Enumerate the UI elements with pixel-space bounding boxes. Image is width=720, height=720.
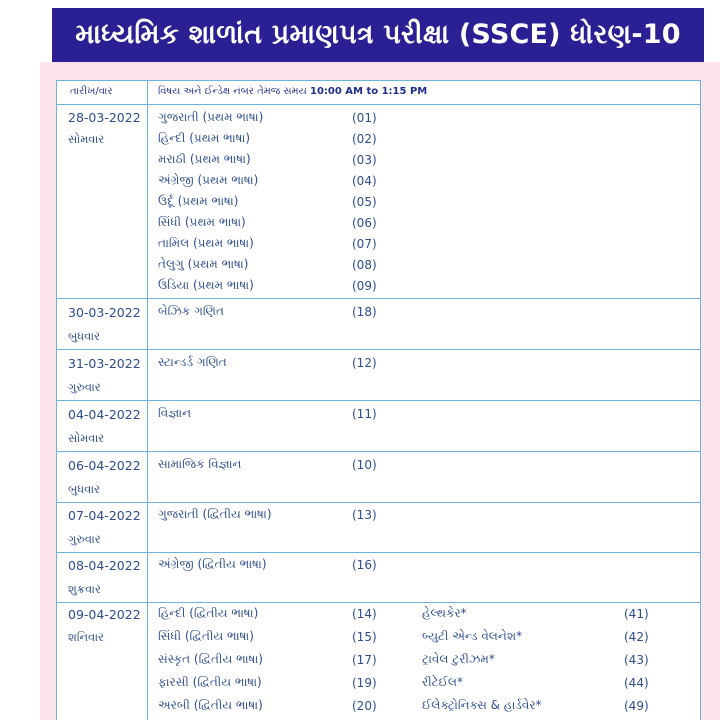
subject-index: (19) [352, 676, 377, 690]
subject-name: અરબી (દ્વિતીય ભાષા) [158, 698, 263, 712]
header-subject-label: વિષય અને ઈન્ડેક્ષ નંબર તેમજ સમય [158, 86, 307, 97]
row-divider [56, 552, 700, 553]
subject-name: મરાઠી (પ્રથમ ભાષા) [158, 152, 251, 166]
subject-name: સંસ્કૃત (દ્વિતીય ભાષા) [158, 652, 263, 666]
row-day: ગુરુવાર [68, 380, 101, 394]
row-date: 28-03-2022 [68, 110, 141, 125]
subject-index: (15) [352, 630, 377, 644]
row-day: શનિવાર [68, 630, 104, 644]
subject-name: અંગ્રેજી (દ્વિતીય ભાષા) [158, 557, 267, 571]
subject-index: (10) [352, 458, 377, 472]
vocational-subject-index: (44) [624, 676, 649, 690]
subject-name: સામાજિક વિજ્ઞાન [158, 457, 242, 471]
subject-index: (04) [352, 174, 377, 188]
vocational-subject-index: (41) [624, 607, 649, 621]
subject-name: તેલુગુ (પ્રથમ ભાષા) [158, 257, 249, 271]
subject-name: તામિલ (પ્રથમ ભાષા) [158, 236, 254, 250]
subject-index: (08) [352, 258, 377, 272]
row-divider [56, 400, 700, 401]
subject-name: ગુજરાતી (દ્વિતીય ભાષા) [158, 507, 272, 521]
row-date: 31-03-2022 [68, 356, 141, 371]
subject-name: વિજ્ઞાન [158, 406, 192, 420]
subject-index: (12) [352, 356, 377, 370]
row-divider [56, 349, 700, 350]
vocational-subject-name: બ્યુટી એન્ડ વેલનેશ* [422, 629, 523, 643]
subject-index: (20) [352, 699, 377, 713]
subject-index: (13) [352, 508, 377, 522]
row-date: 09-04-2022 [68, 607, 141, 622]
subject-name: સિંધી (દ્વિતીય ભાષા) [158, 629, 254, 643]
row-divider [56, 602, 700, 603]
table-border-top [56, 80, 700, 81]
row-divider [56, 451, 700, 452]
subject-index: (09) [352, 279, 377, 293]
row-date: 07-04-2022 [68, 508, 141, 523]
row-day: સોમવાર [68, 431, 105, 445]
subject-index: (17) [352, 653, 377, 667]
subject-index: (18) [352, 305, 377, 319]
row-date: 04-04-2022 [68, 407, 141, 422]
subject-name: ગુજરાતી (પ્રથમ ભાષા) [158, 110, 264, 124]
vocational-subject-name: રીટેઈલ* [422, 675, 463, 689]
row-day: સોમવાર [68, 132, 105, 146]
subject-name: હિન્દી (દ્વિતીય ભાષા) [158, 606, 259, 620]
vocational-subject-name: ટ્રાવેલ ટુરીઝમ* [422, 652, 495, 666]
row-date: 30-03-2022 [68, 305, 141, 320]
header-divider [56, 104, 700, 105]
row-date: 06-04-2022 [68, 458, 141, 473]
vocational-subject-index: (43) [624, 653, 649, 667]
header-exam-time: 10:00 AM to 1:15 PM [309, 86, 428, 97]
subject-index: (07) [352, 237, 377, 251]
column-divider [147, 80, 148, 720]
row-day: બુધવાર [68, 329, 101, 343]
subject-index: (11) [352, 407, 377, 421]
subject-name: સિંધી (પ્રથમ ભાષા) [158, 215, 246, 229]
subject-index: (01) [352, 111, 377, 125]
subject-name: ઉડિયા (પ્રથમ ભાષા) [158, 278, 254, 292]
subject-index: (16) [352, 558, 377, 572]
subject-name: હિન્દી (પ્રથમ ભાષા) [158, 131, 251, 145]
row-divider [56, 502, 700, 503]
subject-index: (05) [352, 195, 377, 209]
vocational-subject-name: હેલ્થકેર* [422, 606, 467, 620]
subject-name: સ્ટાન્ડર્ડ ગણિત [158, 355, 227, 369]
row-day: શુક્રવાર [68, 582, 101, 596]
subject-index: (06) [352, 216, 377, 230]
subject-name: ફારસી (દ્વિતીય ભાષા) [158, 675, 262, 689]
vocational-subject-name: ઈલેક્ટ્રોનિક્સ & હાર્ડવેર* [422, 698, 542, 712]
row-divider [56, 298, 700, 299]
row-day: ગુરુવાર [68, 532, 101, 546]
vocational-subject-index: (42) [624, 630, 649, 644]
subject-index: (03) [352, 153, 377, 167]
row-day: બુધવાર [68, 482, 101, 496]
subject-index: (14) [352, 607, 377, 621]
subject-index: (02) [352, 132, 377, 146]
row-date: 08-04-2022 [68, 558, 141, 573]
header-subject-index-time [158, 86, 427, 97]
header-date-day: તારીખ/વાર [70, 86, 113, 97]
subject-name: બેઝિક ગણિત [158, 304, 224, 318]
vocational-subject-index: (49) [624, 699, 649, 713]
subject-name: ઉર્દૂ (પ્રથમ ભાષા) [158, 194, 239, 208]
page-title: માધ્યમિક શાળાંત પ્રમાણપત્ર પરીક્ષા (SSCE) ધોરણ-10 [52, 8, 704, 62]
subject-name: અંગ્રેજી (પ્રથમ ભાષા) [158, 173, 259, 187]
